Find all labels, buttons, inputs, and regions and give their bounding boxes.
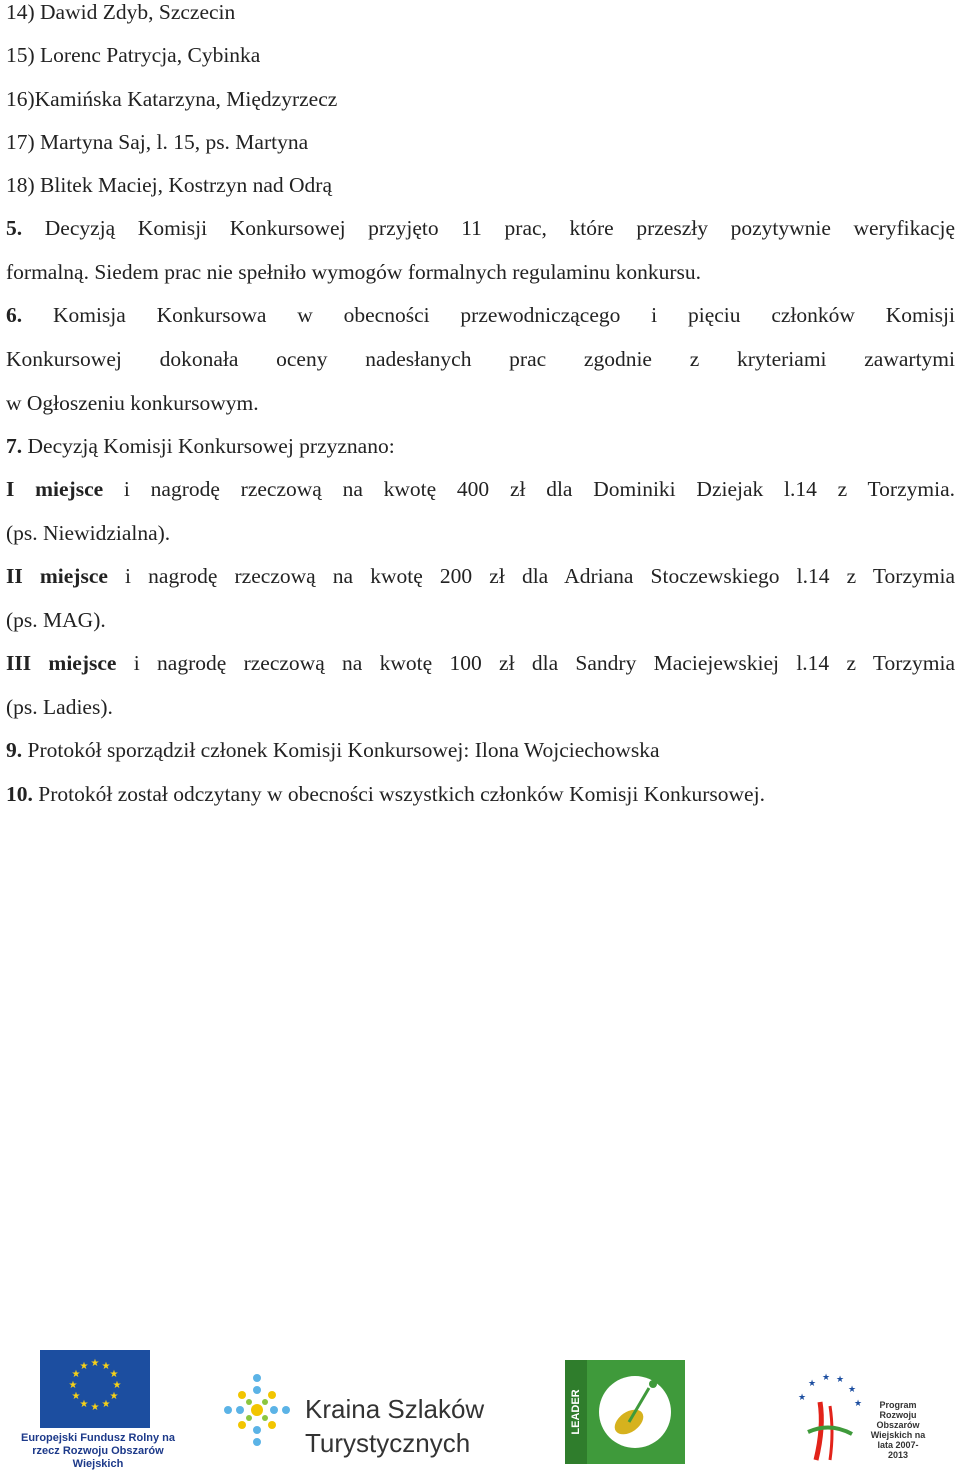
paragraph-6-line-1: 6. Komisja Konkursowa w obecności przewodniczącego i pięciu członków Komisji xyxy=(6,303,955,327)
third-place-line-1: III miejsce i nagrodę rzeczową na kwotę 100 zł dla Sandry Maciejewskiej l.14 z Torzymia xyxy=(6,651,956,675)
svg-text:★: ★ xyxy=(822,1373,831,1383)
svg-text:★: ★ xyxy=(101,1361,111,1372)
leader-leaf-icon xyxy=(565,1360,685,1464)
svg-text:★: ★ xyxy=(79,1399,89,1410)
first-place-line-2: (ps. Niewidzialna). xyxy=(6,521,171,545)
paragraph-5-line-1: 5. Decyzją Komisji Konkursowej przyjęto 11 prac, które przeszły pozytywnie weryfikację xyxy=(6,216,955,240)
list-item: 18) Blitek Maciej, Kostrzyn nad Odrą xyxy=(6,173,332,197)
svg-text:★: ★ xyxy=(112,1380,122,1391)
svg-text:★: ★ xyxy=(808,1379,817,1389)
sun-star-logo-icon xyxy=(222,1370,292,1450)
paragraph-7: 7. Decyzją Komisji Konkursowej przyznano: xyxy=(6,434,395,458)
paragraph-6-line-3: w Ogłoszeniu konkursowym. xyxy=(6,391,259,415)
svg-text:★: ★ xyxy=(101,1399,111,1410)
second-place-line-2: (ps. MAG). xyxy=(6,608,106,632)
svg-text:LEADER: LEADER xyxy=(570,1389,582,1435)
svg-text:★: ★ xyxy=(90,1402,100,1413)
list-item: 17) Martyna Saj, l. 15, ps. Martyna xyxy=(6,130,309,154)
list-item: 16)Kamińska Katarzyna, Międzyrzecz xyxy=(6,87,338,111)
paragraph-5-line-2: formalną. Siedem prac nie spełniło wymogów formalnych regulaminu konkursu. xyxy=(6,260,702,284)
list-item: 15) Lorenc Patrycja, Cybinka xyxy=(6,43,261,67)
first-place-line-1: I miejsce i nagrodę rzeczową na kwotę 400 zł dla Dominiki Dziejak l.14 z Torzymia. xyxy=(6,477,955,501)
second-place-line-1: II miejsce i nagrodę rzeczową na kwotę 200 zł dla Adriana Stoczewskiego l.14 z Torzymia xyxy=(6,564,955,588)
paragraph-10: 10. Protokół został odczytany w obecności wszystkich członków Komisji Konkursowej. xyxy=(6,782,765,806)
svg-text:★: ★ xyxy=(109,1369,119,1380)
svg-text:★: ★ xyxy=(71,1369,81,1380)
kraina-szlakow-logo-text: Kraina Szlaków Turystycznych xyxy=(305,1394,485,1458)
svg-text:★: ★ xyxy=(109,1391,119,1402)
leader-logo xyxy=(565,1360,685,1464)
third-place-line-2: (ps. Ladies). xyxy=(6,695,113,719)
eu-flag-logo xyxy=(40,1350,150,1428)
prow-logo-icon xyxy=(790,1372,865,1462)
svg-text:★: ★ xyxy=(68,1380,78,1391)
svg-text:★: ★ xyxy=(71,1391,81,1402)
svg-text:★: ★ xyxy=(848,1385,857,1395)
eu-fund-caption: Europejski Fundusz Rolny na rzecz Rozwoju Obszarów Wiejskich xyxy=(20,1432,176,1470)
svg-text:★: ★ xyxy=(798,1393,807,1403)
svg-text:★: ★ xyxy=(836,1375,845,1385)
svg-text:★: ★ xyxy=(854,1399,863,1409)
svg-text:★: ★ xyxy=(90,1358,100,1369)
eu-stars-icon xyxy=(40,1350,150,1428)
footer-logos xyxy=(0,1350,960,1470)
list-item: 14) Dawid Zdyb, Szczecin xyxy=(6,0,236,24)
paragraph-9: 9. Protokół sporządził członek Komisji Konkursowej: Ilona Wojciechowska xyxy=(6,738,660,762)
paragraph-6-line-2: Konkursowej dokonała oceny nadesłanych prac zgodnie z kryteriami zawartymi xyxy=(6,347,955,371)
svg-text:★: ★ xyxy=(79,1361,89,1372)
prow-logo-text: Program Rozwoju Obszarów Wiejskich na lata 2007-2013 xyxy=(870,1400,926,1460)
